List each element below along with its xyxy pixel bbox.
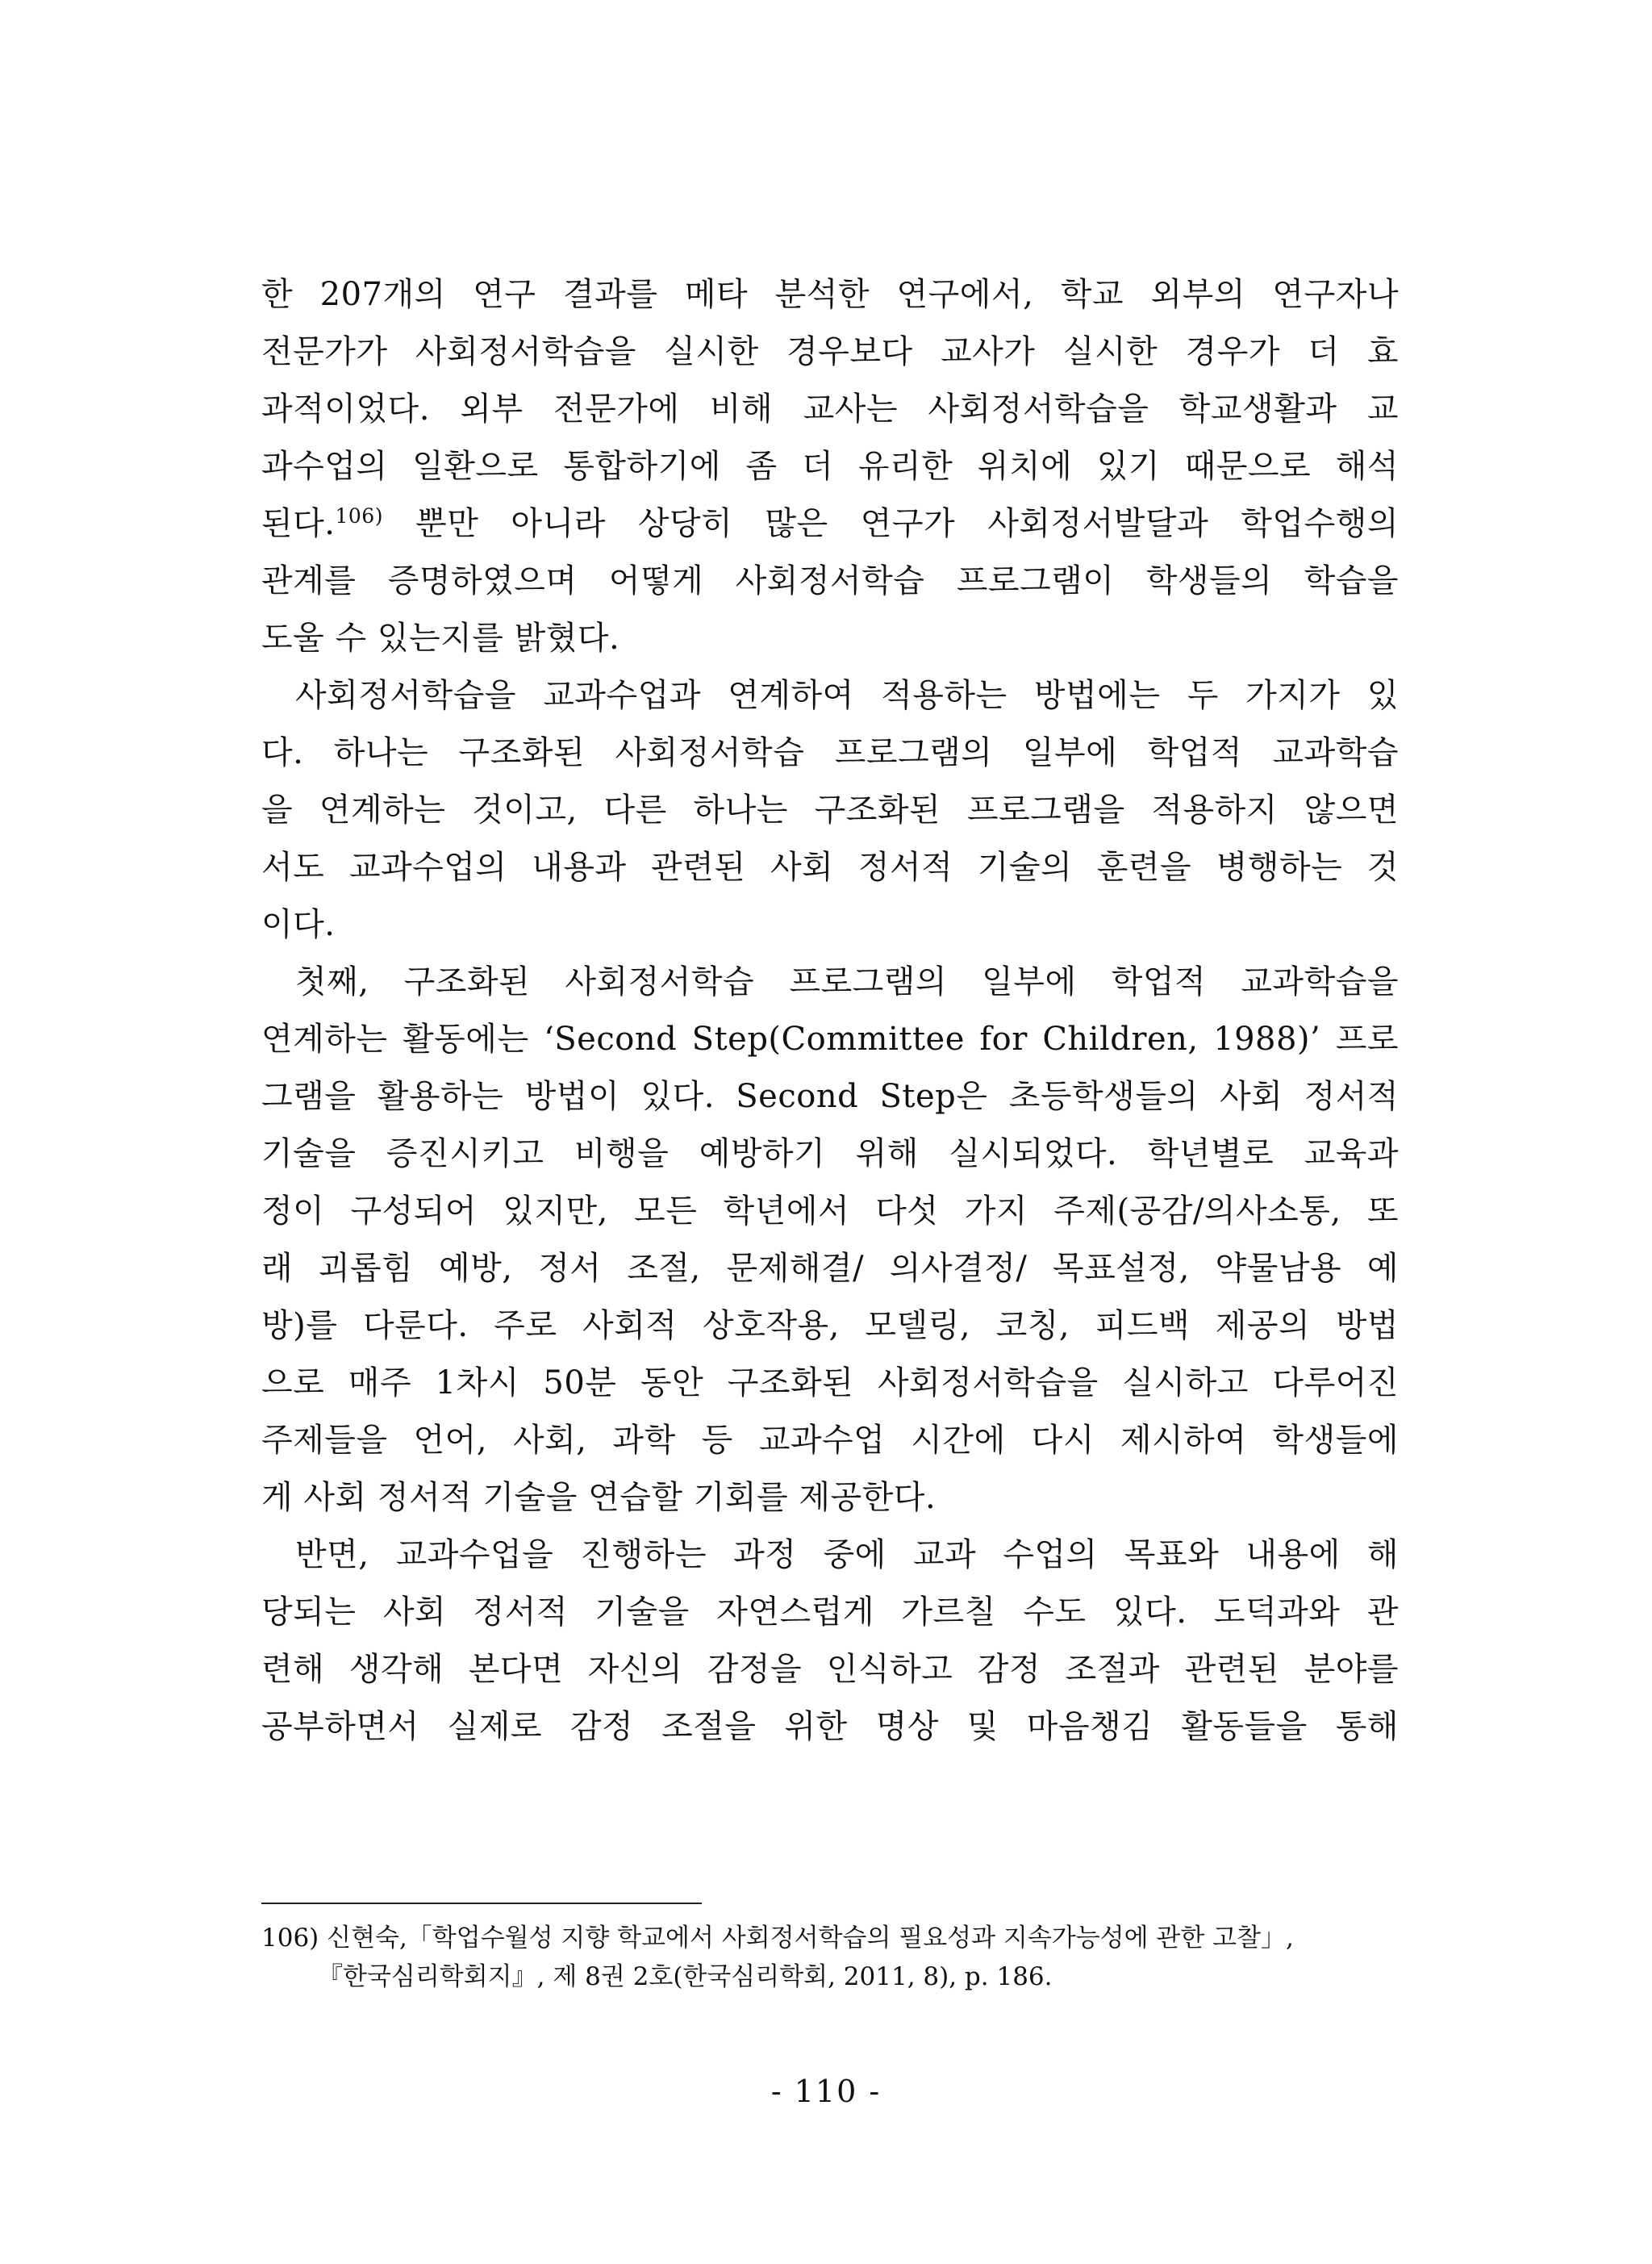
footnote-divider	[261, 1903, 702, 1904]
body-line-6: 관계를 증명하였으며 어떻게 사회정서학습 프로그램이 학생들의 학습을	[261, 562, 1399, 599]
body-line-19: 방)를 다룬다. 주로 사회적 상호작용, 모델링, 코칭, 피드백 제공의 방법	[261, 1307, 1399, 1344]
body-line-18: 래 괴롭힘 예방, 정서 조절, 문제해결/ 의사결정/ 목표설정, 약물남용 예	[261, 1250, 1399, 1287]
body-line-11: 서도 교과수업의 내용과 관련된 사회 정서적 기술의 훈련을 병행하는 것	[261, 849, 1399, 886]
body-line-2: 전문가가 사회정서학습을 실시한 경우보다 교사가 실시한 경우가 더 효	[261, 333, 1399, 370]
body-line-12: 이다.	[261, 906, 336, 943]
body-line-17: 정이 구성되어 있지만, 모든 학년에서 다섯 가지 주제(공감/의사소통, 또	[261, 1193, 1399, 1230]
body-line-24: 당되는 사회 정서적 기술을 자연스럽게 가르칠 수도 있다. 도덕과와 관	[261, 1594, 1399, 1631]
body-line-9: 다. 하나는 구조화된 사회정서학습 프로그램의 일부에 학업적 교과학습	[261, 734, 1399, 771]
body-line-7: 도울 수 있는지를 밝혔다.	[261, 620, 620, 657]
page-number: - 110 -	[770, 2074, 882, 2109]
body-line-5-start: 된다.	[261, 505, 336, 542]
body-line-22: 게 사회 정서적 기술을 연습할 기회를 제공한다.	[261, 1479, 937, 1516]
body-line-3: 과적이었다. 외부 전문가에 비해 교사는 사회정서학습을 학교생활과 교	[261, 391, 1399, 428]
body-text	[261, 266, 1399, 1756]
body-line-16: 기술을 증진시키고 비행을 예방하기 위해 실시되었다. 학년별로 교육과	[261, 1135, 1399, 1172]
body-line-4: 과수업의 일환으로 통합하기에 좀 더 유리한 위치에 있기 때문으로 해석	[261, 448, 1399, 485]
footnote-section	[261, 1919, 1415, 1996]
body-line-14: 연계하는 활동에는 ‘Second Step(Committee for Children, 1988)’ 프로	[261, 1021, 1399, 1058]
body-line-1: 한 207개의 연구 결과를 메타 분석한 연구에서, 학교 외부의 연구자나	[261, 276, 1399, 313]
body-line-5-end: 뿐만 아니라 상당히 많은 연구가 사회정서발달과 학업수행의	[382, 505, 1399, 542]
body-line-23: 반면, 교과수업을 진행하는 과정 중에 교과 수업의 목표와 내용에 해	[295, 1536, 1399, 1573]
body-line-20: 으로 매주 1차시 50분 동안 구조화된 사회정서학습을 실시하고 다루어진	[261, 1364, 1399, 1401]
body-line-25: 련해 생각해 본다면 자신의 감정을 인식하고 감정 조절과 관련된 분야를	[261, 1651, 1399, 1688]
body-line-10: 을 연계하는 것이고, 다른 하나는 구조화된 프로그램을 적용하지 않으면	[261, 792, 1399, 829]
footnote-106-line-2: 『한국심리학회지』, 제 8권 2호(한국심리학회, 2011, 8), p. 186.	[318, 1962, 1053, 1991]
body-line-15: 그램을 활용하는 방법이 있다. Second Step은 초등학생들의 사회 정서적	[261, 1078, 1399, 1115]
body-line-21: 주제들을 언어, 사회, 과학 등 교과수업 시간에 다시 제시하여 학생들에	[261, 1422, 1399, 1459]
footnote-106-line-1: 106) 신현숙,「학업수월성 지향 학교에서 사회정서학습의 필요성과 지속가능성에 관한 고찰」,	[261, 1924, 1294, 1953]
body-line-8: 사회정서학습을 교과수업과 연계하여 적용하는 방법에는 두 가지가 있	[295, 677, 1399, 714]
body-line-13: 첫째, 구조화된 사회정서학습 프로그램의 일부에 학업적 교과학습을	[295, 963, 1399, 1000]
body-line-26: 공부하면서 실제로 감정 조절을 위한 명상 및 마음챙김 활동들을 통해	[261, 1708, 1399, 1745]
footnote-reference-106: 106)	[335, 504, 383, 528]
body-line-5	[261, 495, 1399, 553]
